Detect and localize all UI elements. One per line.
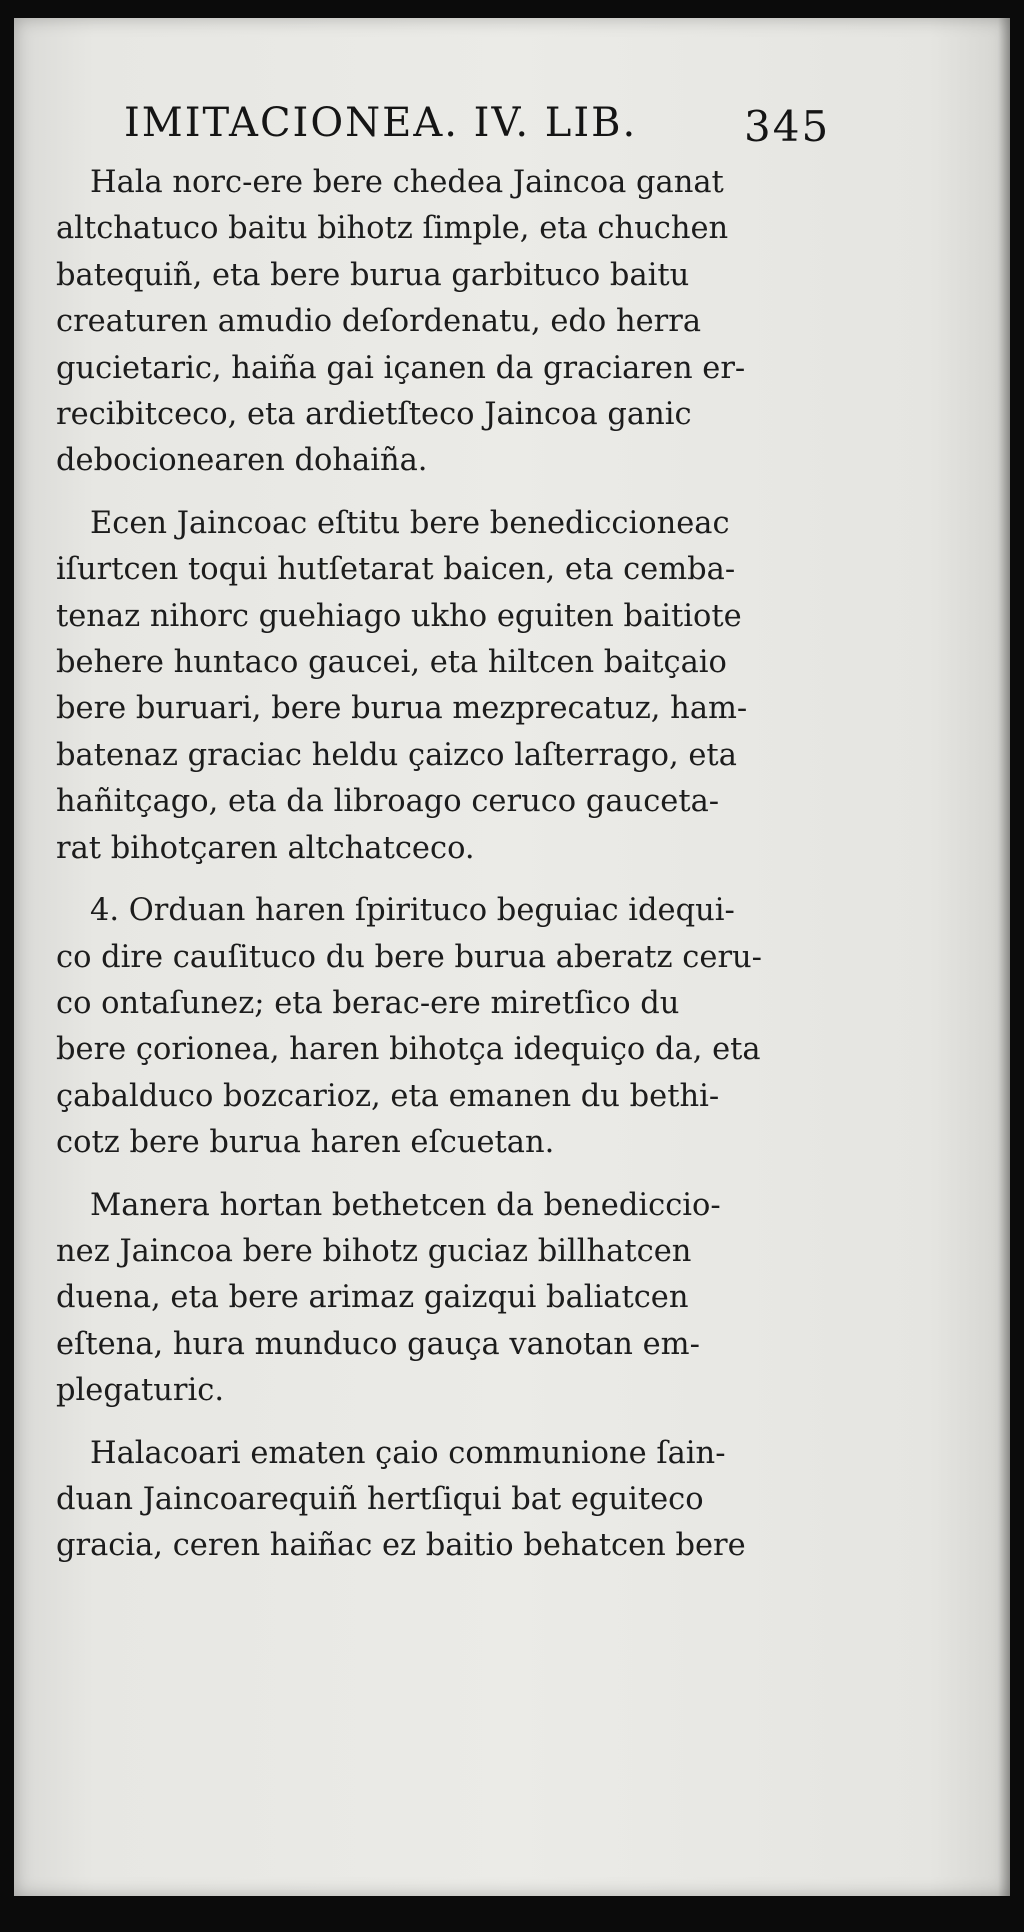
text-line: eſtena, hura munduco gauça vanotan em-: [56, 1326, 700, 1362]
text-line: nez Jaincoa bere bihotz guciaz billhatcen: [56, 1233, 692, 1269]
text-line: Ecen Jaincoac eſtitu bere benediccioneac: [90, 505, 730, 541]
text-line: recibitceco, eta ardietſteco Jaincoa ganic: [56, 397, 692, 433]
book-page: [14, 18, 1010, 1896]
text-line: gucietaric, haiña gai içanen da graciaren er-: [56, 350, 746, 386]
text-line: behere huntaco gaucei, eta hiltcen baitçaio: [56, 645, 727, 681]
text-line: gracia, ceren haiñac ez baitio behatcen bere: [56, 1528, 746, 1564]
text-line: debocionearen dohaiña.: [56, 443, 428, 479]
page-edge-shadow: [998, 18, 1010, 1896]
running-head: [56, 100, 856, 160]
text-line: cotz bere burua haren eſcuetan.: [56, 1125, 555, 1161]
text-line: hañitçago, eta da libroago ceruco gauceta-: [56, 784, 720, 820]
text-line: batequiñ, eta bere burua garbituco baitu: [56, 257, 690, 293]
text-line: duena, eta bere arimaz gaizqui baliatcen: [56, 1280, 689, 1316]
page-content: [56, 100, 856, 1586]
paragraph-1: [56, 160, 856, 485]
text-line: creaturen amudio deſordenatu, edo herra: [56, 304, 702, 340]
text-line: bere çorionea, haren bihotça idequiço da, eta: [56, 1032, 761, 1068]
text-line: altchatuco baitu bihotz ſimple, eta chuchen: [56, 211, 729, 247]
text-line: co dire cauſituco du bere burua aberatz ceru-: [56, 939, 762, 975]
text-line: çabalduco bozcarioz, eta emanen du bethi-: [56, 1078, 720, 1114]
text-line: duan Jaincoarequiñ hertſiqui bat eguiteco: [56, 1481, 704, 1517]
text-line: 4. Orduan haren ſpirituco beguiac idequi-: [90, 893, 735, 929]
paragraph-4: [56, 1183, 856, 1415]
running-head-title: IMITACIONEA. IV. LIB.: [124, 100, 638, 146]
text-line: co ontaſunez; eta berac-ere miretſico du: [56, 985, 680, 1021]
paragraph-2: [56, 501, 856, 872]
page-number: 345: [744, 102, 831, 151]
text-line: batenaz graciac heldu çaizco laſterrago, eta: [56, 737, 737, 773]
text-line: tenaz nihorc guehiago ukho eguiten baitiote: [56, 598, 742, 634]
text-line: Manera hortan bethetcen da benediccio-: [90, 1187, 721, 1223]
text-line: bere buruari, bere burua mezprecatuz, ham-: [56, 691, 748, 727]
text-line: Halacoari ematen çaio communione ſain-: [90, 1435, 726, 1471]
paragraph-5: [56, 1431, 856, 1570]
text-line: Hala norc-ere bere chedea Jaincoa ganat: [90, 165, 724, 200]
text-line: plegaturic.: [56, 1373, 225, 1409]
text-line: iſurtcen toqui hutſetarat baicen, eta cemba-: [56, 552, 736, 588]
text-line: rat bihotçaren altchatceco.: [56, 830, 475, 866]
paragraph-3: [56, 888, 856, 1166]
